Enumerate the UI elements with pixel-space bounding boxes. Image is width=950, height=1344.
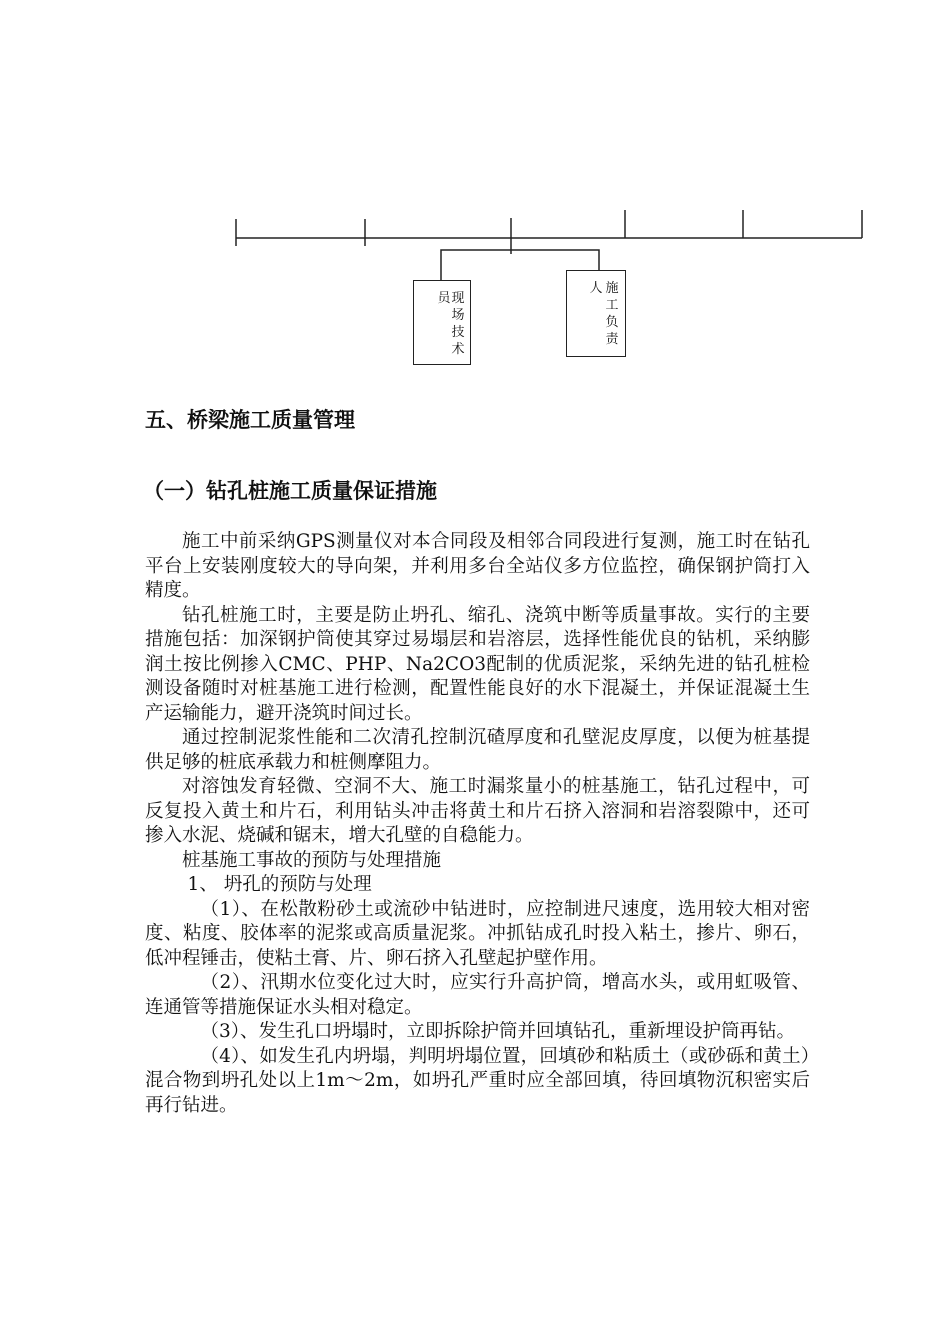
org-chart-lines (0, 0, 950, 380)
list-item: （1）、在松散粉砂土或流砂中钻进时，应控制进尺速度，选用较大相对密度、粘度、胶体率的泥浆或高质量泥浆。冲抓钻成孔时投入粘土，掺片、卵石，低冲程锤击，使粘土膏、片、卵石挤入孔壁起护壁作用。 (145, 898, 810, 969)
subsection-heading: （一）钻孔桩施工质量保证措施 (143, 479, 437, 503)
list-item: （2）、汛期水位变化过大时，应实行升高护筒，增高水头，或用虹吸管、连通管等措施保证水头相对稳定。 (145, 972, 810, 1018)
org-box-label-suffix: 员 (437, 291, 451, 306)
paragraph: 施工中前采纳GPS测量仪对本合同段及相邻合同段进行复测，施工时在钻孔平台上安装刚度较大的导向架，并利用多台全站仪多方位监控，确保钢护筒打入精度。 (145, 531, 810, 601)
org-box-label-suffix: 人 (589, 281, 603, 296)
paragraph: 对溶蚀发育轻微、空洞不大、施工时漏浆量小的桩基施工，钻孔过程中，可反复投入黄土和片石，利用钻头冲击将黄土和片石挤入溶洞和岩溶裂隙中，还可掺入水泥、烧碱和锯末，增大孔壁的自稳能力。 (145, 776, 810, 846)
org-box-onsite-technician (413, 280, 471, 365)
org-box-label: 现场技术 (451, 291, 465, 357)
section-heading: 五、桥梁施工质量管理 (145, 408, 355, 432)
paragraph: 钻孔桩施工时，主要是防止坍孔、缩孔、浇筑中断等质量事故。实行的主要措施包括：加深钢护筒使其穿过易塌层和岩溶层，选择性能优良的钻机，采纳膨润土按比例掺入CMC、PHP、Na2CO3配制的优质泥浆，采纳先进的钻孔桩检测设备随时对桩基施工进行检测，配置性能良好的水下混凝土，并保证混凝土生产运输能力，避开浇筑时间过长。 (145, 604, 810, 724)
org-box-construction-leader (566, 270, 626, 357)
org-box-label: 施工负责 (605, 281, 619, 347)
list-item: （4）、如发生孔内坍塌，判明坍塌位置，回填砂和粘质土（或砂砾和黄土）混合物到坍孔处以上1m～2m，如坍孔严重时应全部回填，待回填物沉积密实后再行钻进。 (145, 1045, 810, 1116)
body-text (145, 530, 810, 1118)
list-item: （3）、发生孔口坍塌时，立即拆除护筒并回填钻孔，重新埋设护筒再钻。 (200, 1021, 796, 1042)
paragraph: 通过控制泥浆性能和二次清孔控制沉碴厚度和孔壁泥皮厚度，以便为桩基提供足够的桩底承载力和桩侧摩阻力。 (145, 727, 810, 773)
paragraph: 桩基施工事故的预防与处理措施 (182, 849, 442, 871)
list-heading: 1、 坍孔的预防与处理 (187, 874, 372, 895)
